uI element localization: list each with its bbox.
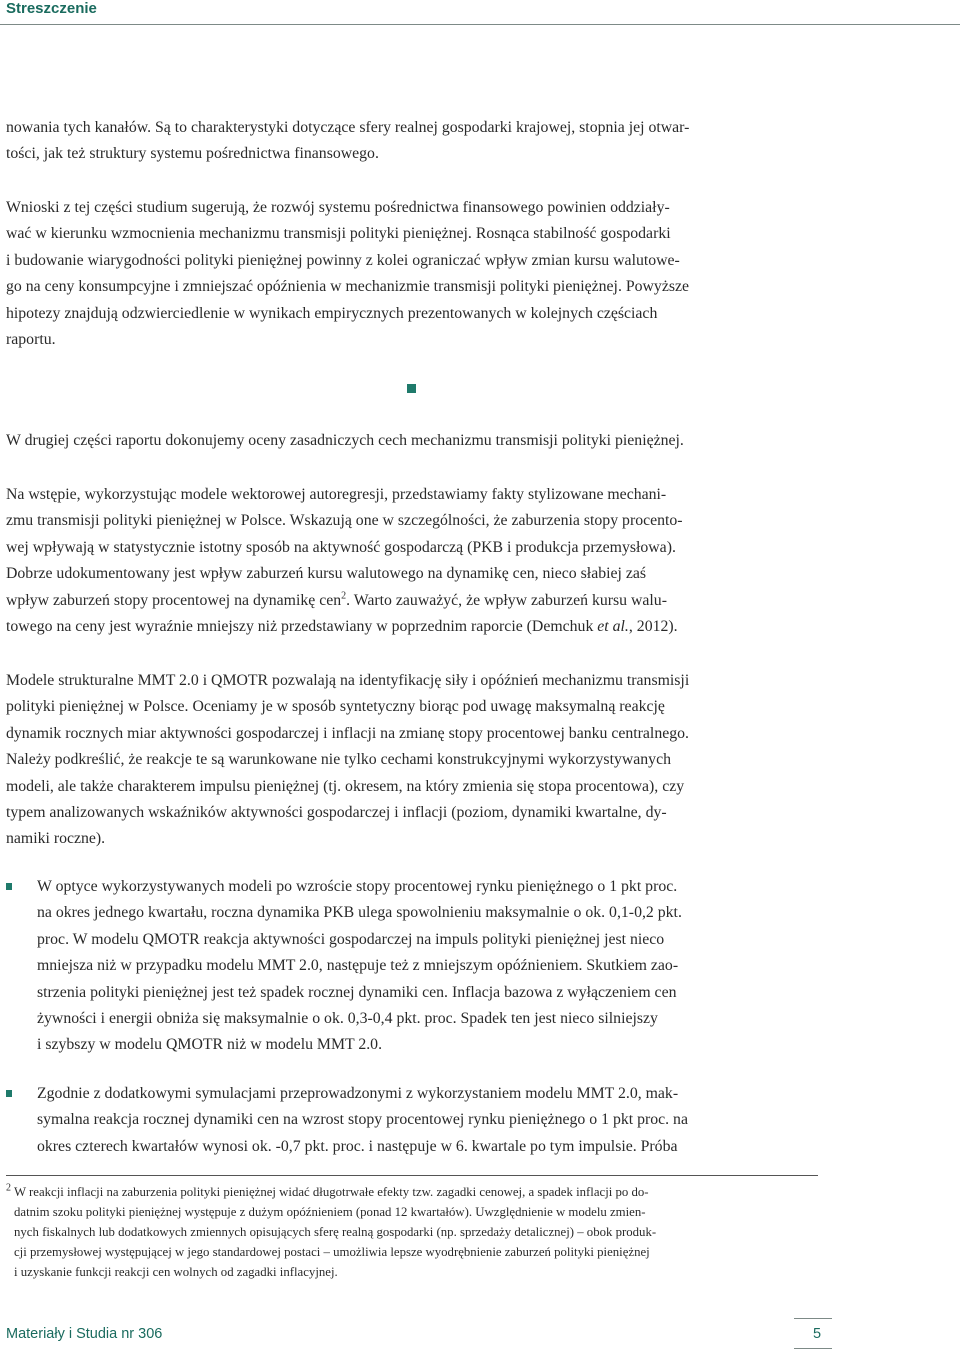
text-line: Modele strukturalne MMT 2.0 i QMOTR pozwalają na identyfikację siły i opóźnień mechanizmu transmisji bbox=[6, 672, 690, 689]
bullet-item bbox=[37, 1081, 820, 1160]
text-line: symalna reakcja rocznej dynamiki cen na wzrost stopy procentowej rynku pieniężnego o 1 pkt proc. na bbox=[37, 1111, 688, 1129]
text-line bbox=[6, 588, 820, 614]
bullet-item bbox=[37, 874, 820, 1059]
text-line: mniejsza niż w przypadku modelu MMT 2.0, następuje też z mniejszym opóźnieniem. Skutkiem zao- bbox=[37, 957, 679, 975]
text-line: zmu transmisji polityki pieniężnej w Polsce. Wskazują one w szczególności, że zaburzenia stopy procento- bbox=[6, 512, 683, 530]
text-line: tości, jak też struktury systemu pośrednictwa finansowego. bbox=[6, 145, 379, 163]
paragraph-second-part bbox=[6, 428, 820, 454]
text-line: W drugiej części raportu dokonujemy oceny zasadniczych cech mechanizmu transmisji polityki pieniężnej. bbox=[6, 432, 684, 449]
text-line: na okres jednego kwartału, roczna dynamika PKB ulega spowolnieniu maksymalnie o ok. 0,1-0,2 pkt. bbox=[37, 904, 682, 922]
text-line: okres czterech kwartałów wynosi ok. -0,7 pkt. proc. i następuje w 6. kwartale po tym impulsie. Próba bbox=[37, 1137, 678, 1155]
text-line: hipotezy znajdują odzwierciedlenie w wynikach empirycznych prezentowanych w kolejnych częściach bbox=[6, 304, 658, 322]
text-fragment: towego na ceny jest wyraźnie mniejszy niż przedstawiany w poprzednim raporcie (Demchuk bbox=[6, 618, 598, 636]
page-number-bottom-rule bbox=[794, 1348, 832, 1349]
text-line: Na wstępie, wykorzystując modele wektorowej autoregresji, przedstawiamy fakty stylizowane mechani- bbox=[6, 486, 667, 503]
page-number: 5 bbox=[813, 1326, 822, 1342]
text-line: polityki pieniężnej w Polsce. Oceniamy je w sposób syntetyczny biorąc pod uwagę maksymalną reakcję bbox=[6, 698, 665, 716]
text-line: namiki roczne). bbox=[6, 830, 106, 848]
section-title: Streszczenie bbox=[6, 0, 97, 17]
text-line: modeli, ale także charakterem impulsu pieniężnej (tj. okresem, na który zmienia się stopa procentowa), czy bbox=[6, 777, 685, 795]
text-line: Wnioski z tej części studium sugerują, że rozwój systemu pośrednictwa finansowego powinien oddziały- bbox=[6, 199, 670, 216]
text-line: typem analizowanych wskaźników aktywności gospodarczej i inflacji (poziom, dynamiki kwartalne, dy- bbox=[6, 804, 667, 822]
bullet-square-icon bbox=[6, 883, 12, 890]
text-line: Zgodnie z dodatkowymi symulacjami przeprowadzonymi z wykorzystaniem modelu MMT 2.0, mak- bbox=[37, 1085, 679, 1102]
text-fragment: wpływ zaburzeń stopy procentowej na dynamikę cen bbox=[6, 591, 342, 609]
journal-title: Materiały i Studia nr 306 bbox=[6, 1326, 163, 1342]
paragraph-continuation bbox=[6, 115, 820, 168]
citation-et-al: et al. bbox=[597, 618, 629, 636]
text-line: wać w kierunku wzmocnienia mechanizmu transmisji polityki pieniężnej. Rosnąca stabilność gospodarki bbox=[6, 225, 671, 243]
footnote-line: datnim szoku polityki pieniężnej występuje z dużym opóźnieniem (ponad 12 kwartałów). Uwzględnienie w modelu zmien- bbox=[14, 1205, 646, 1219]
paragraph-conclusions bbox=[6, 195, 820, 353]
footnote bbox=[6, 1182, 818, 1282]
text-line: raportu. bbox=[6, 331, 56, 349]
footnote-ref[interactable]: 2 bbox=[341, 590, 347, 602]
footnote-rule bbox=[6, 1175, 818, 1176]
footnote-line: cji przemysłowej występującej w jego standardowej postaci – umożliwia lepsze wyodrębnienie zaburzeń polityki pieniężnej bbox=[14, 1245, 650, 1259]
text-line bbox=[6, 614, 820, 640]
text-fragment: . Warto zauważyć, że wpływ zaburzeń kursu walu- bbox=[346, 591, 667, 609]
text-line: go na ceny konsumpcyjne i zmniejszać opóźnienia w mechanizmie transmisji polityki pieniężnej. Powyższe bbox=[6, 278, 690, 296]
footnote-line: nych fiskalnych lub dodatkowych zmiennych opisujących sferę realną gospodarki (np. sprzedaży detalicznej) – obok produk- bbox=[14, 1225, 657, 1239]
text-line: Należy podkreślić, że reakcje te są warunkowane nie tylko cechami konstrukcyjnymi wykorzystywanych bbox=[6, 751, 671, 769]
text-line: żywności i energii obniża się maksymalnie o ok. 0,3-0,4 pkt. proc. Spadek ten jest nieco silniejszy bbox=[37, 1010, 658, 1028]
text-line: i budowanie wiarygodności polityki pieniężnej powinny z kolei ograniczać wpływ zmian kursu walutowe- bbox=[6, 251, 680, 269]
text-fragment: W reakcji inflacji na zaburzenia polityki pieniężnej widać długotrwałe efekty tzw. zagadki cenowej, a spadek inflacji po do- bbox=[11, 1185, 649, 1199]
text-line: W optyce wykorzystywanych modeli po wzroście stopy procentowej rynku pieniężnego o 1 pkt proc. bbox=[37, 878, 678, 895]
paragraph-structural-models bbox=[6, 668, 820, 853]
text-line: Dobrze udokumentowany jest wpływ zaburzeń kursu walutowego na dynamikę cen, nieco słabiej zaś bbox=[6, 565, 647, 583]
footnote-first-line bbox=[6, 1182, 818, 1202]
text-line: nowania tych kanałów. Są to charakterystyki dotyczące sfery realnej gospodarki krajowej, stopnia jej otwar- bbox=[6, 119, 690, 136]
header-rule bbox=[0, 24, 960, 25]
running-header bbox=[0, 0, 960, 24]
page-number-rule bbox=[794, 1318, 832, 1319]
text-line: i szybszy w modelu QMOTR niż w modelu MMT 2.0. bbox=[37, 1036, 383, 1054]
text-line: strzenia polityki pieniężnej jest też spadek rocznej dynamiki cen. Inflacja bazowa z wyłączeniem cen bbox=[37, 983, 677, 1001]
text-line: wej wpływają w statystycznie istotny sposób na aktywność gospodarczą (PKB i produkcja przemysłowa). bbox=[6, 538, 676, 556]
bullet-square-icon bbox=[6, 1090, 12, 1097]
text-fragment: , 2012). bbox=[628, 618, 678, 636]
section-separator-square bbox=[407, 384, 416, 393]
footnote-line: i uzyskanie funkcji reakcji cen wolnych od zagadki inflacyjnej. bbox=[14, 1265, 338, 1279]
text-line: dynamik rocznych miar aktywności gospodarczej i inflacji na zmianę stopy procentowej banku centralnego. bbox=[6, 724, 689, 742]
text-line: proc. W modelu QMOTR reakcja aktywności gospodarczej na impuls polityki pieniężnej jest nieco bbox=[37, 930, 665, 948]
footnote-number: 2 bbox=[6, 1182, 11, 1194]
paragraph-var-models bbox=[6, 482, 820, 640]
